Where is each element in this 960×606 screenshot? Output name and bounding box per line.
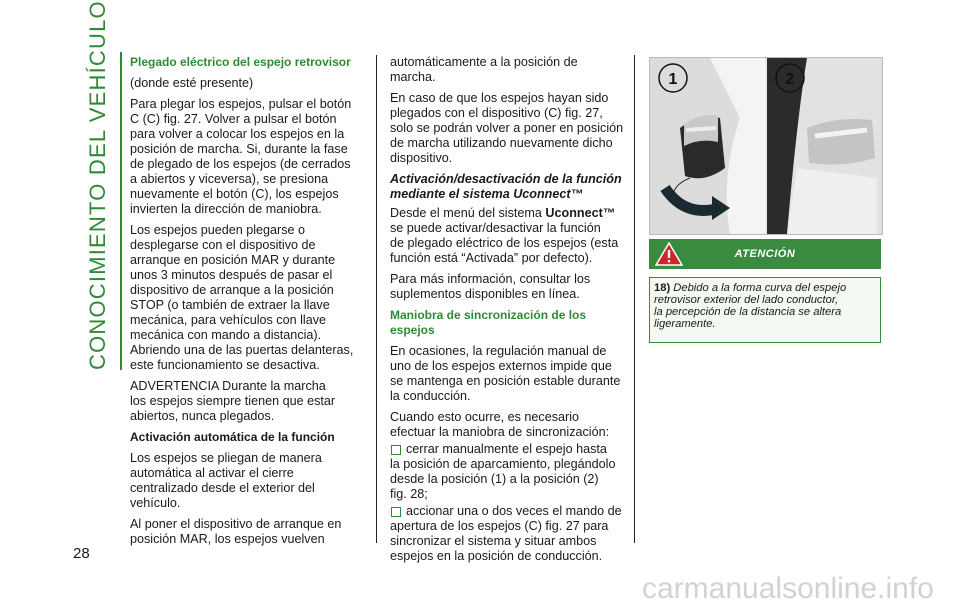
column-2: [390, 55, 630, 564]
bullet-first-line: [390, 504, 630, 519]
heading-auto-activation: Activación automática de la función: [130, 430, 335, 444]
warning-paragraph: ADVERTENCIA Durante la marcha los espejos siempre tienen que estar abiertos, nunca plegados.: [130, 379, 336, 423]
paragraph: Los espejos pueden plegarse o desplegarse con el dispositivo de arranque en posición MAR y durante unos 3 minutos después de pasar el dispositivo de arranque a la posición STOP (o también de extraer la llave mecánica, para vehículos con llave mecánica con mando a distancia). Abriendo una de las puertas delanteras, este funcionamiento se desactiva.: [130, 223, 354, 372]
attention-body: [649, 277, 881, 343]
paragraph: En caso de que los espejos hayan sido plegados con el dispositivo (C) fig. 27, solo se podrán volver a poner en posición de marcha utilizando nuevamente dicho dispositivo.: [390, 91, 624, 165]
mirror-folded-illustration: [767, 58, 882, 234]
column-1: [130, 55, 370, 553]
heading-sync-maneuver: Maniobra de sincronización de los espejos: [390, 308, 587, 337]
figure-panel-1: [650, 58, 765, 234]
text: cerrar manualmente el espejo hasta: [406, 442, 607, 456]
bullet-first-line: [390, 442, 630, 457]
bullet-item: [390, 504, 630, 564]
mirror-open-illustration: [650, 58, 765, 234]
heading-uconnect: Activación/desactivación de la función mediante el sistema Uconnect™: [390, 172, 622, 201]
paragraph: (donde esté presente): [130, 76, 254, 90]
attention-title: ATENCIÓN: [734, 248, 796, 260]
attention-header: [649, 239, 881, 269]
column-separator-1: [376, 55, 377, 543]
section-title-vertical: CONOCIMIENTO DEL VEHÍCULO: [85, 0, 110, 370]
paragraph-uconnect: [390, 206, 630, 266]
text: se puede activar/desactivar la función de plegado eléctrico de los espejos (esta función está “Activada” por defecto).: [390, 221, 619, 265]
watermark: carmanualsonline.info: [642, 572, 934, 605]
paragraph: Para plegar los espejos, pulsar el botón C (C) fig. 27. Volver a pulsar el botón para volver a colocar los espejos en la posición de marcha. Si, durante la fase de plegado de los espejos (de cerrados a abiertos y viceversa), se presiona nuevamente el botón (C), los espejos invierten la dirección de maniobra.: [130, 97, 352, 216]
paragraph: automáticamente a la posición de marcha.: [390, 55, 578, 84]
paragraph: Al poner el dispositivo de arranque en posición MAR, los espejos vuelven: [130, 517, 342, 546]
checkbox-bullet-icon: [391, 445, 401, 455]
page-number: 28: [73, 545, 90, 562]
side-rule: [120, 52, 122, 370]
text: Desde el menú del sistema: [390, 206, 546, 220]
paragraph: En ocasiones, la regulación manual de uno de los espejos externos impide que se mantenga en posición estable durante la conducción.: [390, 344, 621, 403]
attention-message: Debido a la forma curva del espejo retrovisor exterior del lado conductor, la percepción de la distancia se altera ligeramente.: [654, 282, 847, 330]
figure-panel-2: [767, 58, 882, 234]
attention-text: [654, 282, 876, 330]
paragraph: Cuando esto ocurre, es necesario efectuar la maniobra de sincronización:: [390, 410, 610, 439]
mirror-figure: [649, 57, 883, 235]
attention-number: 18): [654, 282, 671, 294]
attention-box: [649, 239, 881, 343]
text: apertura de los espejos (C) fig. 27 para sincronizar el sistema y situar ambos espejos en la posición de conducción.: [390, 519, 609, 563]
paragraph: Para más información, consultar los suplementos disponibles en línea.: [390, 272, 591, 301]
text: la posición de aparcamiento, plegándolo desde la posición (1) a la posición (2) fig. 28;: [390, 457, 616, 501]
column-separator-2: [634, 55, 635, 543]
position-label-1: 1: [668, 71, 678, 88]
uconnect-label: Uconnect™: [545, 206, 616, 220]
paragraph: Los espejos se pliegan de manera automática al activar el cierre centralizado desde el exterior del vehículo.: [130, 451, 322, 510]
text: accionar una o dos veces el mando de: [406, 504, 622, 518]
heading-mirror-folding: Plegado eléctrico del espejo retrovisor: [130, 55, 351, 69]
checkbox-bullet-icon: [391, 507, 401, 517]
bullet-item: [390, 442, 630, 502]
position-label-2: 2: [785, 71, 795, 88]
